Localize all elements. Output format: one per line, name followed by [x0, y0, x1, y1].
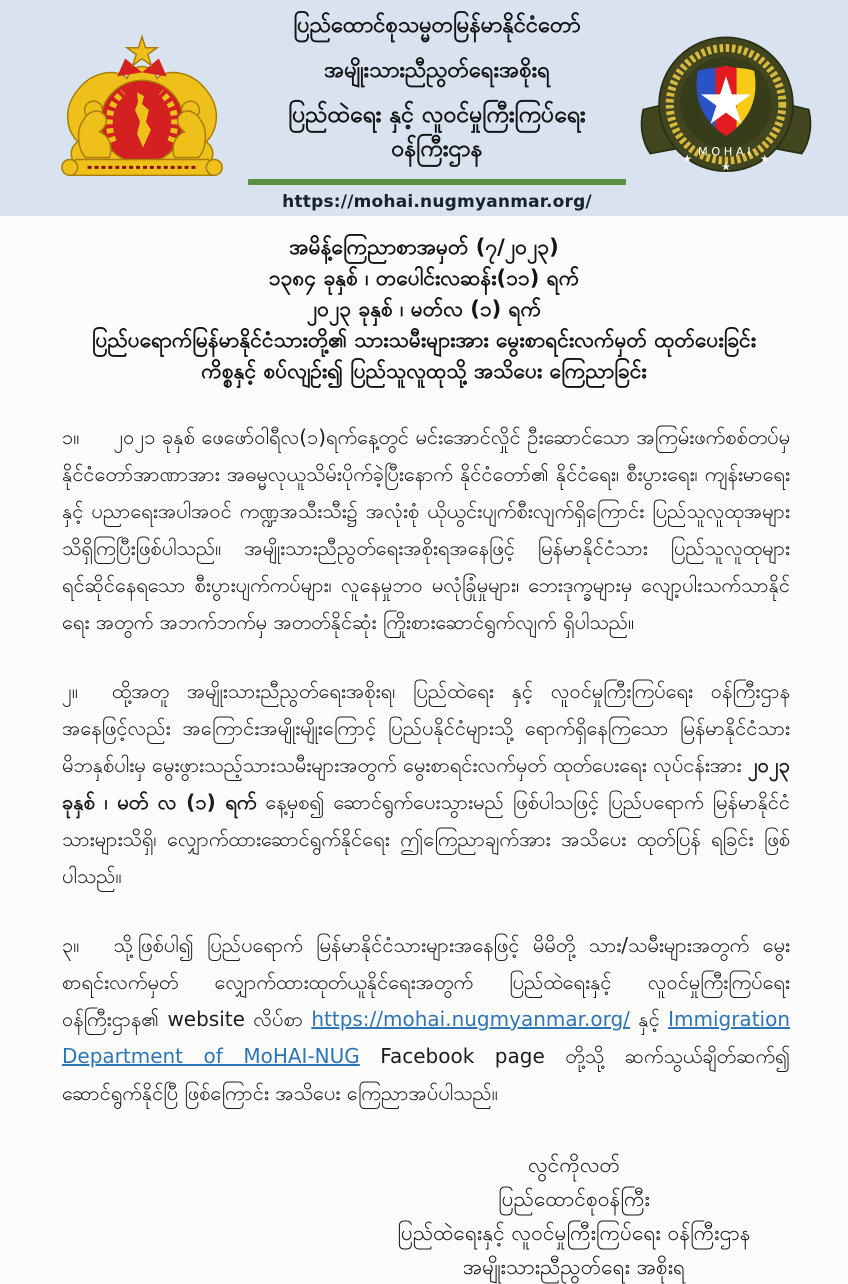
state-title: ပြည်ထောင်စုသမ္မတမြန်မာနိုင်ငံတော်	[293, 13, 581, 38]
paragraph-2-text-pre: ထို့အတူ အမျိုးသားညီညွတ်ရေးအစိုးရ၊ ပြည်ထဲရေး နှင့် လူဝင်မှုကြီးကြပ်ရေး ဝန်ကြီးဌာန အနေဖြင့်လည်း အကြောင်းအမျိုးမျိုးကြောင့် ပြည်ပနိုင်ငံများသို့ ရောက်ရှိနေကြသော မြန်မာနိုင်ငံသား မိဘနှစ်ပါးမှ မွေးဖွားသည့်သားသမီးများအတွက် မွေးစာရင်းလက်မှတ် ထုတ်ပေးရေး လုပ်ငန်းအား	[62, 679, 790, 777]
paragraph-1	[62, 419, 790, 641]
signatory-name: လွင်ကိုလတ်	[527, 1153, 621, 1177]
paragraph-3-number: ၃။	[62, 933, 80, 957]
signatory-government: အမျိုးသားညီညွတ်ရေး အစိုးရ	[462, 1255, 686, 1279]
paragraph-2-text-post: နေ့မှစ၍ ဆောင်ရွက်ပေးသွားမည် ဖြစ်ပါသဖြင့် ပြည်ပရောက် မြန်မာနိုင်ငံသားများသိရှိ၊ လျှောက်ထားဆောင်ရွက်နိုင်ရေး ဤကြေညာချက်အား အသိပေး ထုတ်ပြန် ရခြင်း ဖြစ်ပါသည်။	[62, 790, 790, 888]
subject-line-1: ပြည်ပရောက်မြန်မာနိုင်ငံသားတို့၏ သားသမီးများအား မွေးစာရင်းလက်မှတ် ထုတ်ပေးခြင်း	[91, 328, 757, 352]
signatory-title: ပြည်ထောင်စုဝန်ကြီး	[498, 1187, 650, 1211]
subject-line-2: ကိစ္စနှင့် စပ်လျဉ်း၍ ပြည်သူလူထုသို့ အသိပေး ကြေညာခြင်း	[201, 359, 647, 383]
ministry-name: ပြည်ထဲရေး နှင့် လူဝင်မှုကြီးကြပ်ရေးဝန်ကြီးဌာန	[288, 102, 586, 162]
state-seal-svg	[48, 29, 236, 191]
paragraph-3	[62, 927, 790, 1112]
header-website-url: https://mohai.nugmyanmar.org/	[282, 192, 592, 212]
signature-block	[324, 1148, 824, 1284]
seal-star	[127, 37, 157, 66]
title-block	[0, 232, 848, 387]
paragraph-2-number: ၂။	[62, 679, 78, 703]
paragraph-3-text-2: နှင့်	[629, 1007, 669, 1031]
date-myanmar-calendar: ၁၃၈၄ ခုနှစ် ၊ တပေါင်းလဆန်း(၁၁) ရက်	[268, 266, 580, 290]
paragraph-3-text-1: သို့ဖြစ်ပါ၍ ပြည်ပရောက် မြန်မာနိုင်ငံသားများအနေဖြင့် မိမိတို့ သား/သမီးများအတွက် မွေးစာရင်းလက်မှတ် လျှောက်ထားထုတ်ယူနိုင်ရေးအတွက် ပြည်ထဲရေးနှင့် လူဝင်မှုကြီးကြပ်ရေး ဝန်ကြီးဌာန၏ website လိပ်စာ	[62, 933, 790, 1031]
state-seal-icon	[48, 29, 236, 191]
website-link[interactable]: https://mohai.nugmyanmar.org/	[311, 1007, 630, 1031]
mohai-seal-svg	[638, 24, 814, 196]
paragraph-1-number: ၁။	[62, 425, 80, 449]
signatory-ministry: ပြည်ထဲရေးနှင့် လူဝင်မှုကြီးကြပ်ရေး ဝန်ကြီးဌာန	[397, 1221, 751, 1245]
date-gregorian: ၂၀၂၃ ခုနှစ် ၊ မတ်လ (၁) ရက်	[306, 297, 542, 321]
header-divider	[248, 179, 626, 185]
mohai-label: MOHAI	[697, 144, 755, 159]
paragraph-1-text: ၂၀၂၁ ခုနှစ် ဖေဖော်ဝါရီလ(၁)ရက်နေ့တွင် မင်းအောင်လှိုင် ဦးဆောင်သော အကြမ်းဖက်စစ်တပ်မှ နိုင်ငံတော်အာဏာအား အဓမ္မလုယူသိမ်းပိုက်ခဲ့ပြီးနောက် နိုင်ငံတော်၏ နိုင်ငံရေး၊ စီးပွားရေး၊ ကျန်းမာရေးနှင့် ပညာရေးအပါအဝင် ကဏ္ဍအသီးသီး၌ အလုံးစုံ ယိုယွင်းပျက်စီးလျက်ရှိကြောင်း ပြည်သူလူထုအများ သိရှိကြပြီးဖြစ်ပါသည်။ အမျိုးသားညီညွတ်ရေးအစိုးရအနေဖြင့် မြန်မာနိုင်ငံသား ပြည်သူလူထုများ ရင်ဆိုင်နေရသော စီးပွားပျက်ကပ်များ၊ လူနေမှုဘဝ မလုံခြုံမှုများ၊ ဘေးဒုက္ခများမှ လျော့ပါးသက်သာနိုင်ရေး အတွက် အဘက်ဘက်မှ အတတ်နိုင်ဆုံး ကြိုးစားဆောင်ရွက်လျက် ရှိပါသည်။	[62, 425, 790, 634]
mohai-seal-icon	[638, 24, 814, 196]
facebook-page-link[interactable]: Immigration Department of MoHAI-NUG	[62, 1007, 790, 1068]
effective-date: ၂၀၂၃ ခုနှစ် ၊ မတ် လ (၁) ရက်	[62, 753, 790, 814]
announcement-number: အမိန့်ကြေညာစာအမှတ် (၇/၂၀၂၃)	[289, 235, 559, 259]
letterhead	[0, 0, 848, 216]
paragraph-2	[62, 673, 790, 895]
letterhead-text	[236, 8, 638, 212]
paragraph-3-text-3: Facebook page တို့သို့ ဆက်သွယ်ချိတ်ဆက်၍ ဆောင်ရွက်နိုင်ပြီ ဖြစ်ကြောင်း အသိပေး ကြေညာအပ်ပါသည်။	[62, 1044, 791, 1105]
government-name: အမျိုးသားညီညွတ်ရေးအစိုးရ	[324, 58, 550, 83]
